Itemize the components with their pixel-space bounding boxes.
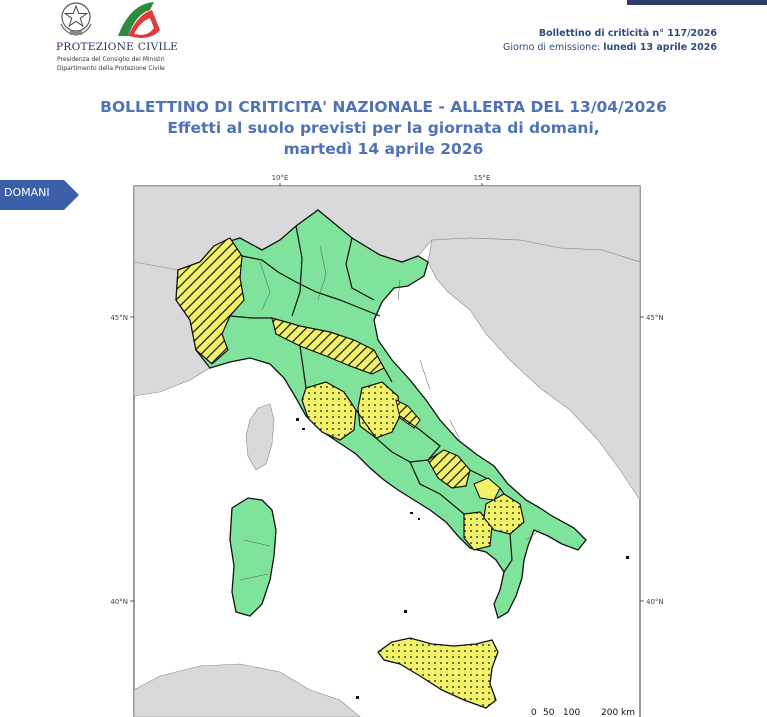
lat-tick-45-right: 45°N (646, 314, 664, 322)
lon-tick-15: 15°E (473, 174, 491, 182)
lat-tick-40-right: 40°N (646, 598, 664, 606)
page-title: BOLLETTINO DI CRITICITA' NAZIONALE - ALLERTA DEL 13/04/2026 (100, 98, 667, 116)
issue-date-label: Giorno di emissione: (503, 42, 601, 53)
lon-tick-10: 10°E (271, 174, 289, 182)
tab-domani-label[interactable]: DOMANI (4, 186, 50, 199)
page-subtitle-2: martedì 14 aprile 2026 (283, 140, 484, 158)
issue-date: lunedì 13 aprile 2026 (603, 42, 717, 53)
page-subtitle-1: Effetti al suolo previsti per la giornata di domani, (167, 119, 600, 137)
scale-label-200: 200 km (601, 708, 636, 717)
lat-tick-45-left: 45°N (110, 314, 128, 322)
scale-label-50: 50 (543, 708, 555, 717)
organization-name: PROTEZIONE CIVILE (56, 41, 179, 53)
bulletin-number: Bollettino di criticità n° 117/2026 (538, 28, 717, 39)
organization-subtitle-1: Presidenza del Consiglio dei Ministri (57, 56, 165, 63)
organization-subtitle-2: Dipartimento della Protezione Civile (57, 65, 165, 72)
lat-tick-40-left: 40°N (110, 598, 128, 606)
scale-label-100: 100 (563, 708, 581, 717)
scale-label-0: 0 (531, 708, 537, 717)
